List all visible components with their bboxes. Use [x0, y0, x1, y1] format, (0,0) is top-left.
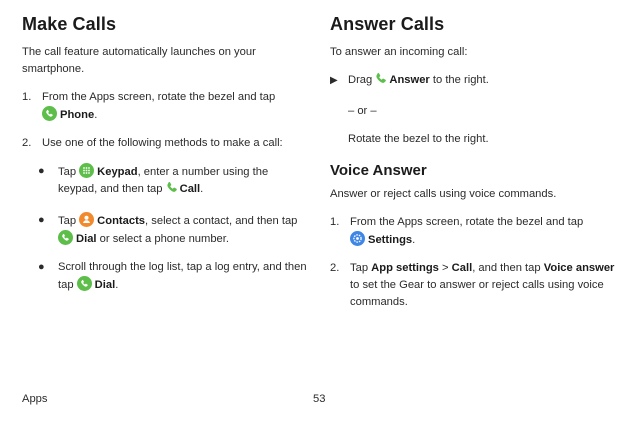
step-number: 2.	[22, 137, 32, 149]
text: to set the Gear to answer or reject calls using voice commands.	[350, 279, 604, 308]
answer-calls-heading: Answer Calls	[330, 14, 445, 34]
make-calls-step-1	[22, 89, 307, 124]
method-contacts	[22, 212, 307, 248]
voice-answer-label: Voice answer	[543, 262, 615, 274]
app-settings-label: App settings	[371, 262, 439, 274]
text: or select a phone number.	[96, 233, 229, 245]
make-calls-heading: Make Calls	[22, 14, 117, 34]
text: Tap	[58, 166, 80, 178]
keypad-icon	[79, 163, 94, 178]
phone-icon	[77, 276, 92, 291]
handset-icon	[166, 181, 179, 201]
keypad-label: Keypad	[97, 166, 138, 178]
call-label: Call	[451, 262, 473, 274]
dial-label: Dial	[76, 233, 97, 245]
answer-drag-step	[330, 72, 620, 92]
call-label: Call	[179, 183, 201, 195]
text: to the right.	[429, 74, 489, 86]
punct: .	[94, 109, 98, 121]
rotate-instruction: Rotate the bezel to the right.	[348, 133, 489, 145]
text: Scroll through the log list, tap a log entry, and then tap	[58, 261, 307, 291]
punct: .	[200, 183, 204, 195]
phone-icon	[58, 230, 73, 245]
method-log	[22, 259, 307, 294]
handset-icon	[375, 72, 388, 92]
answer-calls-intro: To answer an incoming call:	[330, 46, 468, 58]
method-keypad	[22, 163, 307, 201]
phone-label: Phone	[60, 109, 95, 121]
step-text: From the Apps screen, rotate the bezel and tap	[42, 91, 276, 103]
bullet-icon: ●	[38, 214, 45, 226]
step-number: 2.	[330, 262, 340, 274]
bullet-icon: ●	[38, 261, 45, 273]
text: , select a contact, and then tap	[145, 215, 298, 227]
page-number: 53	[313, 393, 326, 405]
step-number: 1.	[22, 91, 32, 103]
text: Tap	[350, 262, 372, 274]
phone-icon	[42, 106, 57, 121]
or-separator: – or –	[348, 105, 377, 117]
arrow-icon: ▶	[330, 75, 338, 86]
contacts-icon	[79, 212, 94, 227]
text: Drag	[348, 74, 376, 86]
voice-step-1	[330, 214, 620, 249]
right-column	[330, 14, 620, 322]
left-column	[22, 14, 307, 305]
text: Tap	[58, 215, 80, 227]
step-text: Use one of the following methods to make a call:	[42, 137, 283, 149]
step-text: From the Apps screen, rotate the bezel and tap	[350, 216, 584, 228]
settings-icon	[350, 231, 365, 246]
text: >	[438, 262, 452, 274]
voice-answer-heading: Voice Answer	[330, 162, 427, 179]
text: , enter a number using the keypad, and then tap	[58, 166, 269, 195]
answer-label: Answer	[389, 74, 430, 86]
bullet-icon: ●	[38, 165, 45, 177]
punct: .	[412, 234, 416, 246]
make-calls-step-2	[22, 135, 307, 152]
text: , and then tap	[472, 262, 544, 274]
punct: .	[115, 279, 119, 291]
voice-answer-intro: Answer or reject calls using voice commands.	[330, 188, 557, 200]
make-calls-intro: The call feature automatically launches on your smartphone.	[22, 46, 256, 75]
settings-label: Settings	[368, 234, 413, 246]
step-number: 1.	[330, 216, 340, 228]
contacts-label: Contacts	[97, 215, 146, 227]
dial-label: Dial	[94, 279, 116, 291]
voice-step-2	[330, 260, 620, 311]
footer-section: Apps	[22, 393, 48, 405]
